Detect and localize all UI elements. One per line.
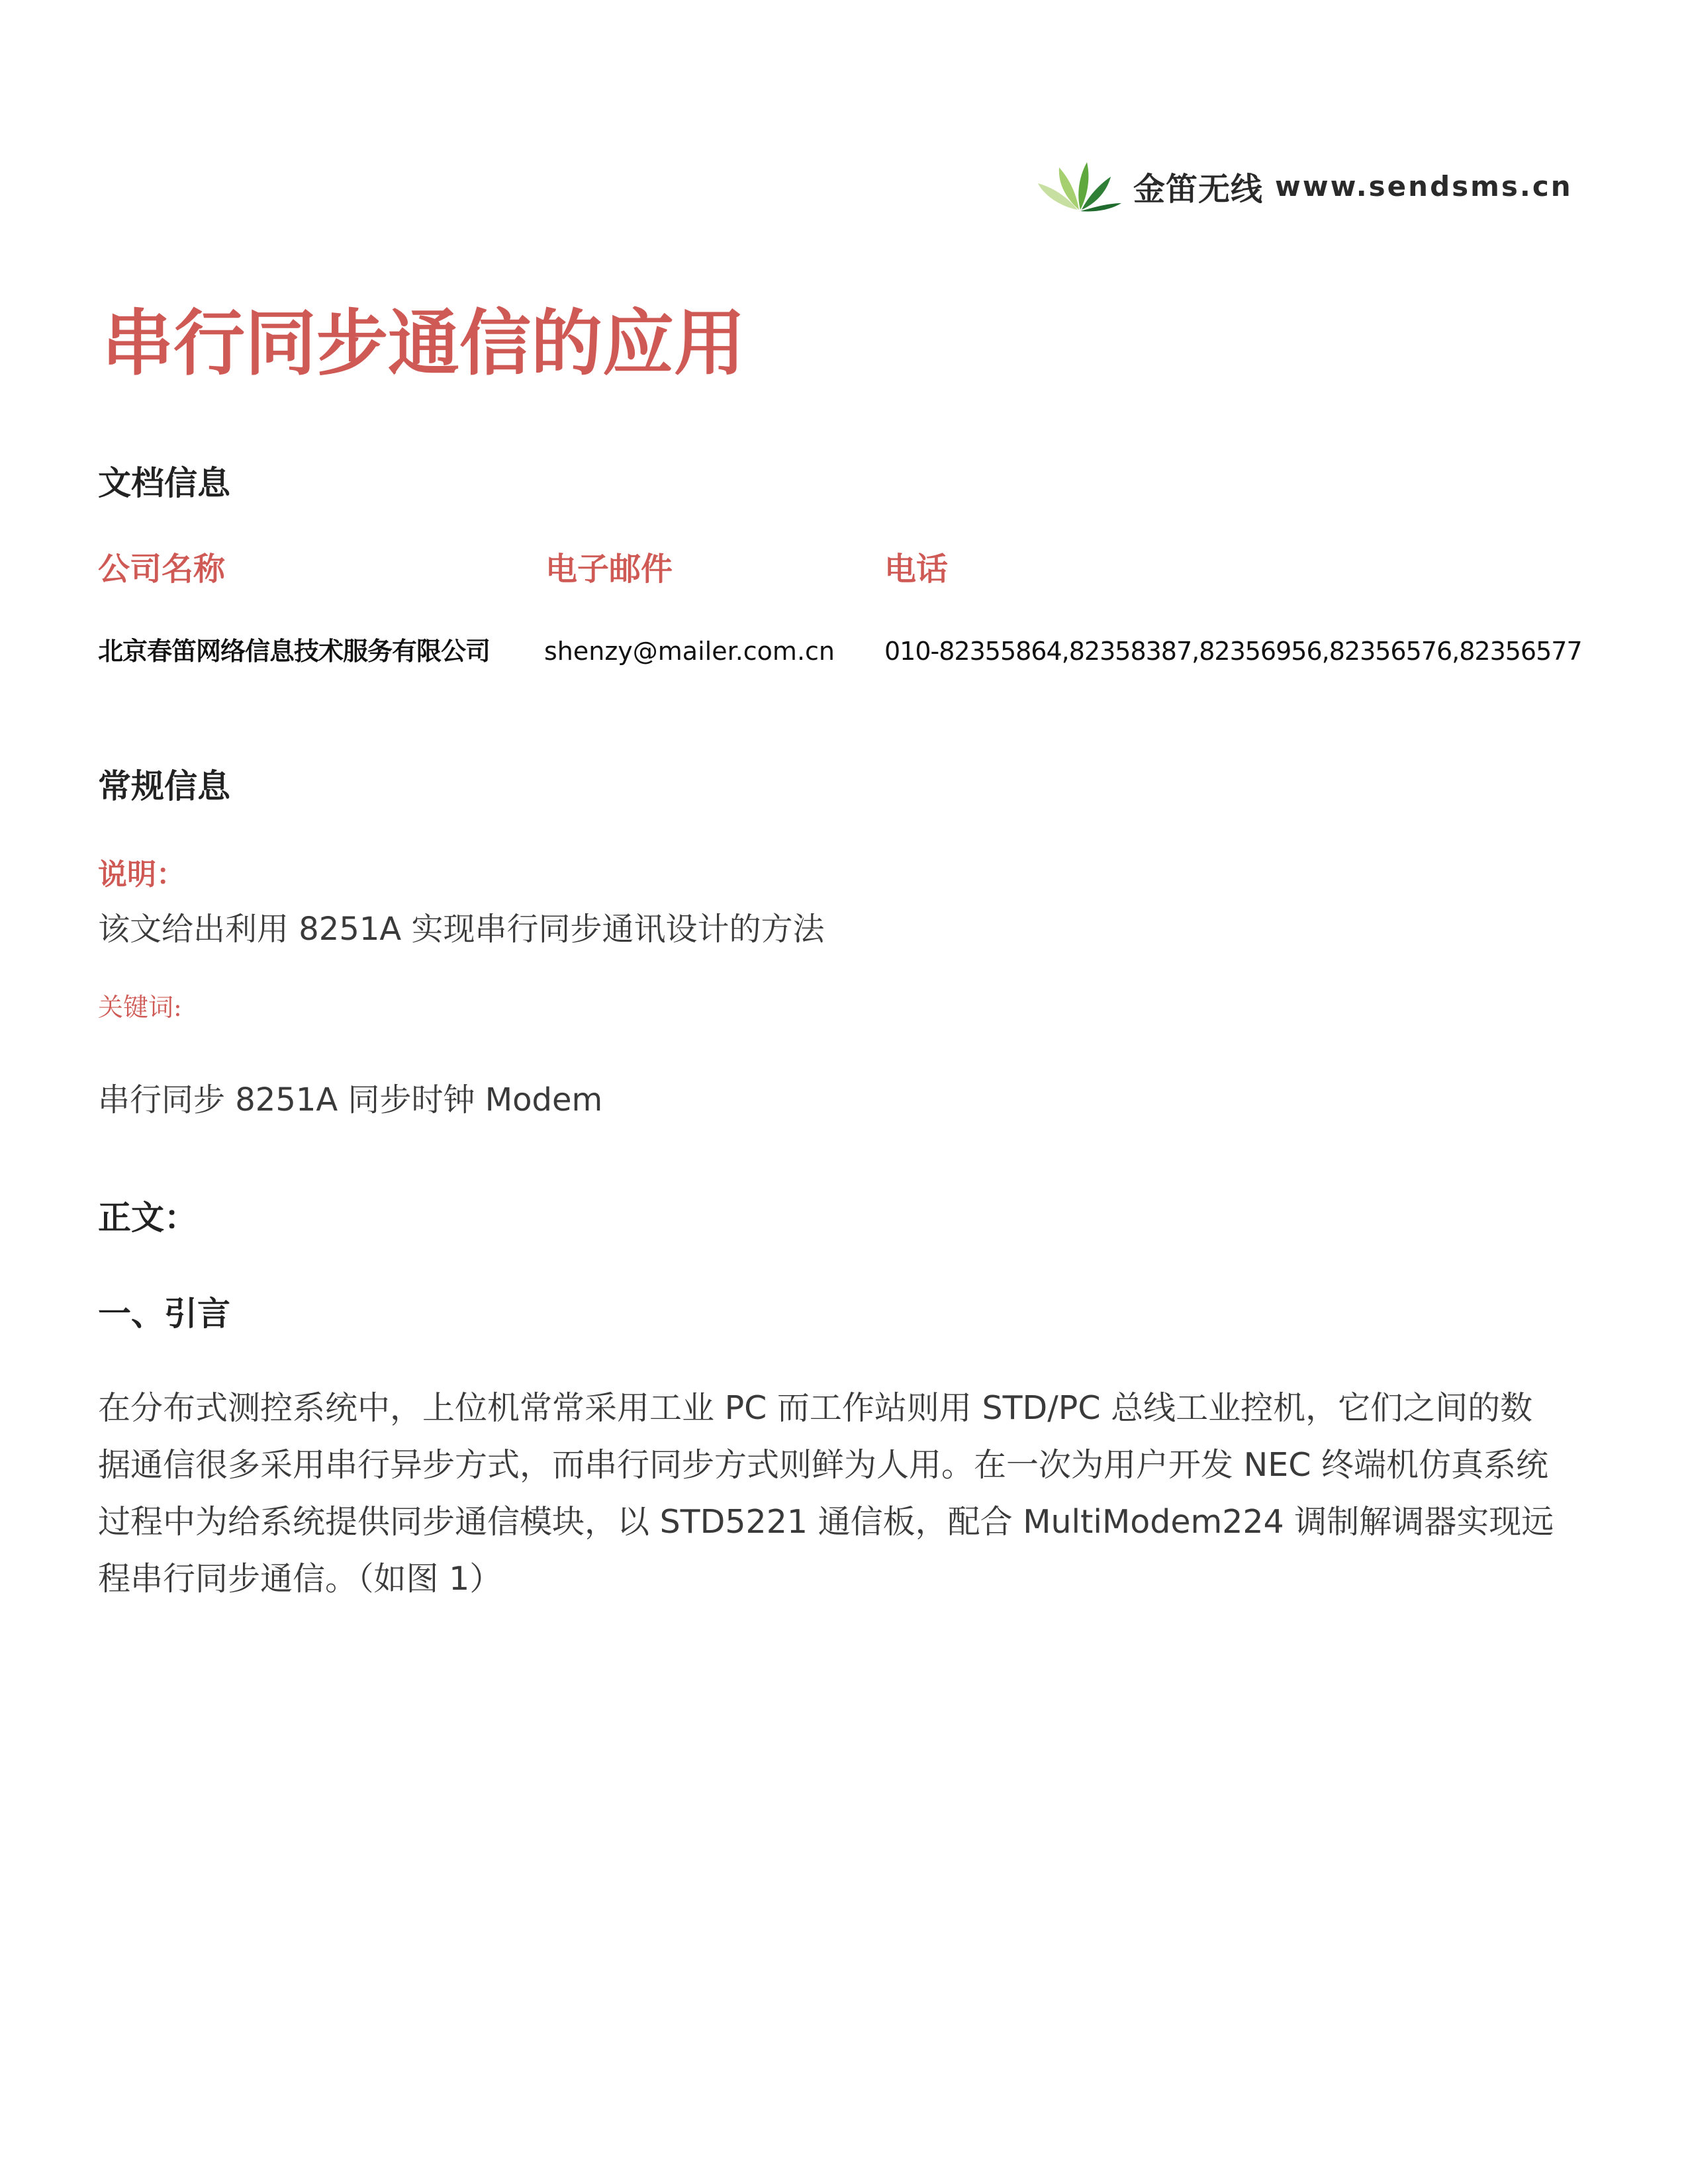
company-value: 北京春笛网络信息技术服务有限公司: [98, 637, 491, 666]
keywords-text: 串行同步 8251A 同步时钟 Modem: [98, 1081, 603, 1118]
email-value[interactable]: shenzy@mailer.com.cn: [544, 637, 835, 666]
section-1-paragraph: 在分布式测控系统中，上位机常常采用工业 PC 而工作站则用 STD/PC 总线工业控机，它们之间的数据通信很多采用串行异步方式，而串行同步方式则鲜为人用。在一次为用户开发 NEC 终端机仿真系统过程中为给系统提供同步通信模块，以 STD5221 通信板，配合 MultiModem224 调制解调器实现远程串行同步通信。（如图 1）: [98, 1389, 1554, 1598]
keywords-label: 关键词:: [98, 993, 182, 1022]
lotus-leaf-logo-icon: [1038, 159, 1121, 212]
brand-logo: [1038, 156, 1573, 216]
brand-url[interactable]: www.sendsms.cn: [1275, 169, 1573, 203]
doc-info-heading: 文档信息: [98, 464, 230, 502]
phone-value: 010-82355864,82358387,82356956,82356576,82356577: [884, 637, 1582, 666]
description-label: 说明：: [98, 858, 185, 891]
email-label: 电子邮件: [545, 551, 673, 588]
description-text: 该文给出利用 8251A 实现串行同步通讯设计的方法: [98, 911, 825, 948]
body-heading: 正文：: [98, 1199, 197, 1237]
document-title: 串行同步通信的应用: [102, 302, 746, 385]
general-info-heading: 常规信息: [98, 767, 230, 805]
brand-name: 金笛无线: [1133, 170, 1264, 208]
section-1-heading: 一、引言: [98, 1295, 230, 1333]
phone-label: 电话: [884, 551, 949, 588]
company-label: 公司名称: [98, 551, 226, 588]
